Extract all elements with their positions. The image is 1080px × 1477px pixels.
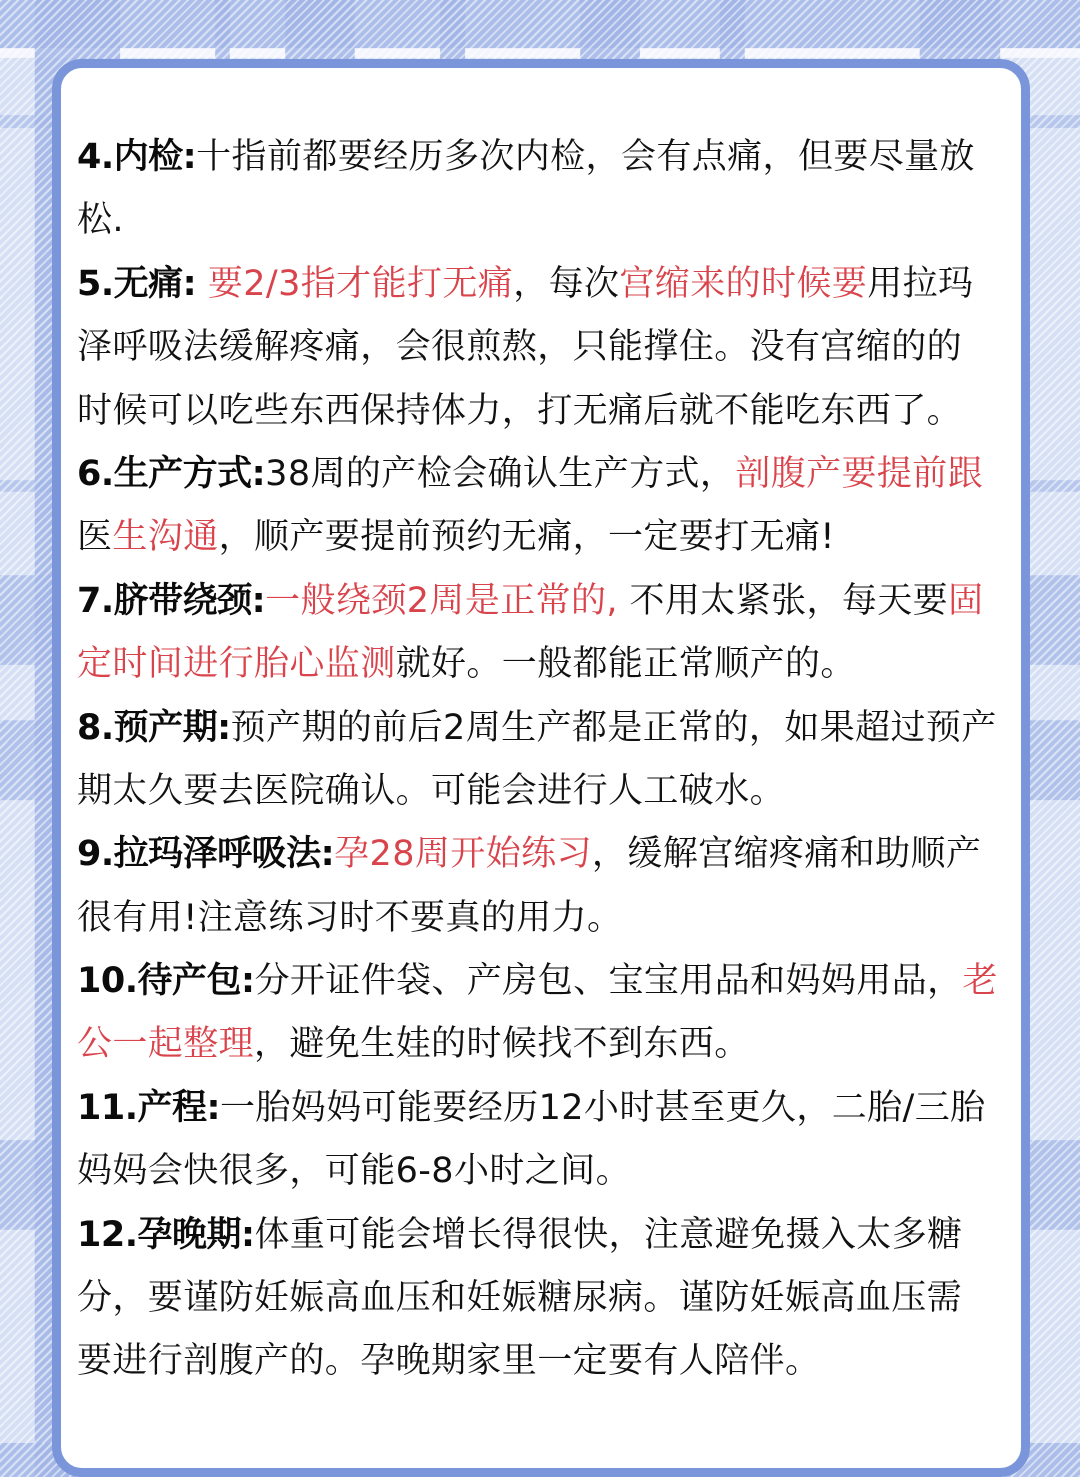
section-title: 10.待产包: — [77, 961, 255, 1002]
text-line — [77, 887, 1007, 950]
body-text: 用拉玛 — [867, 263, 974, 304]
body-text: 38周的产检会确认生产方式， — [265, 453, 736, 494]
body-text: 时候可以吃些东西保持体力，打无痛后就不能吃东西了。 — [77, 390, 963, 431]
tip-section-internal-exam — [77, 126, 1007, 253]
highlight-text: 生沟通 — [112, 517, 219, 558]
text-line — [77, 443, 1007, 506]
text-line — [77, 570, 1007, 633]
tip-section-hospital-bag — [77, 950, 1007, 1077]
tip-section-nuchal-cord — [77, 570, 1007, 697]
body-text: 要进行剖腹产的。孕晚期家里一定要有人陪伴。 — [77, 1341, 821, 1382]
section-title: 4.内检: — [77, 137, 197, 177]
content-card — [52, 59, 1030, 1477]
tip-section-due-date — [77, 697, 1007, 824]
section-title: 11.产程: — [77, 1087, 220, 1128]
text-line — [77, 1330, 1007, 1393]
body-text: 妈妈会快很多，可能6-8小时之间。 — [77, 1151, 631, 1192]
tips-list — [77, 126, 1007, 1394]
section-title: 7.脐带绕颈: — [77, 580, 266, 621]
body-text: 泽呼吸法缓解疼痛，会很煎熬，只能撑住。没有宫缩的的 — [77, 327, 963, 368]
section-title: 8.预产期: — [77, 707, 231, 748]
highlight-text: 一般绕颈2周是正常的, — [265, 580, 618, 621]
body-text: 松. — [77, 200, 124, 241]
text-line — [77, 823, 1007, 886]
highlight-text: 固 — [948, 580, 984, 621]
text-line — [77, 253, 1007, 316]
text-line — [77, 506, 1007, 569]
text-line — [77, 1140, 1007, 1203]
text-line — [77, 697, 1007, 760]
section-title: 6.生产方式: — [77, 453, 266, 494]
highlight-text: 剖腹产要提前跟 — [735, 453, 984, 494]
body-text: 预产期的前后2周生产都是正常的，如果超过预产 — [230, 707, 997, 748]
text-line — [77, 760, 1007, 823]
text-line — [77, 380, 1007, 443]
tip-section-lamaze — [77, 823, 1007, 950]
highlight-text: 要2/3指才能打无痛 — [207, 263, 514, 304]
body-text: 医 — [77, 517, 113, 558]
tip-section-epidural — [77, 253, 1007, 443]
body-text: 不用太紧张，每天要 — [617, 580, 949, 621]
body-text: 十指前都要经历多次内检，会有点痛，但要尽量放 — [196, 137, 975, 177]
text-line — [77, 189, 1007, 252]
text-line — [77, 1267, 1007, 1330]
section-title: 5.无痛: — [77, 263, 208, 304]
body-text: 很有用!注意练习时不要真的用力。 — [77, 897, 623, 938]
section-title: 9.拉玛泽呼吸法: — [77, 834, 335, 875]
body-text: 分，要谨防妊娠高血压和妊娠糖尿病。谨防妊娠高血压需 — [77, 1278, 963, 1319]
highlight-text: 宫缩来的时候要 — [619, 263, 868, 304]
text-line — [77, 126, 1007, 189]
text-line — [77, 950, 1007, 1013]
body-text: ，避免生娃的时候找不到东西。 — [254, 1024, 750, 1065]
body-text: 分开证件袋、产房包、宝宝用品和妈妈用品， — [254, 961, 963, 1002]
section-title: 12.孕晚期: — [77, 1214, 255, 1255]
body-text: ，每次 — [513, 263, 620, 304]
body-text: 一胎妈妈可能要经历12小时甚至更久，二胎/三胎 — [220, 1087, 986, 1128]
body-text: ，缓解宫缩疼痛和助顺产 — [591, 834, 982, 875]
tip-section-delivery-method — [77, 443, 1007, 570]
tip-section-labor-duration — [77, 1077, 1007, 1204]
text-line — [77, 1077, 1007, 1140]
body-text: ，顺产要提前预约无痛，一定要打无痛! — [218, 517, 835, 558]
body-text: 就好。一般都能正常顺产的。 — [395, 644, 856, 685]
text-line — [77, 1204, 1007, 1267]
highlight-text: 定时间进行胎心监测 — [77, 644, 396, 685]
body-text: 期太久要去医院确认。可能会进行人工破水。 — [77, 770, 786, 811]
text-line — [77, 633, 1007, 696]
tip-section-late-pregnancy — [77, 1204, 1007, 1394]
highlight-text: 老 — [962, 961, 998, 1002]
text-line — [77, 316, 1007, 379]
body-text: 体重可能会增长得很快，注意避免摄入太多糖 — [254, 1214, 963, 1255]
text-line — [77, 1013, 1007, 1076]
highlight-text: 孕28周开始练习 — [334, 834, 592, 875]
highlight-text: 公一起整理 — [77, 1024, 255, 1065]
